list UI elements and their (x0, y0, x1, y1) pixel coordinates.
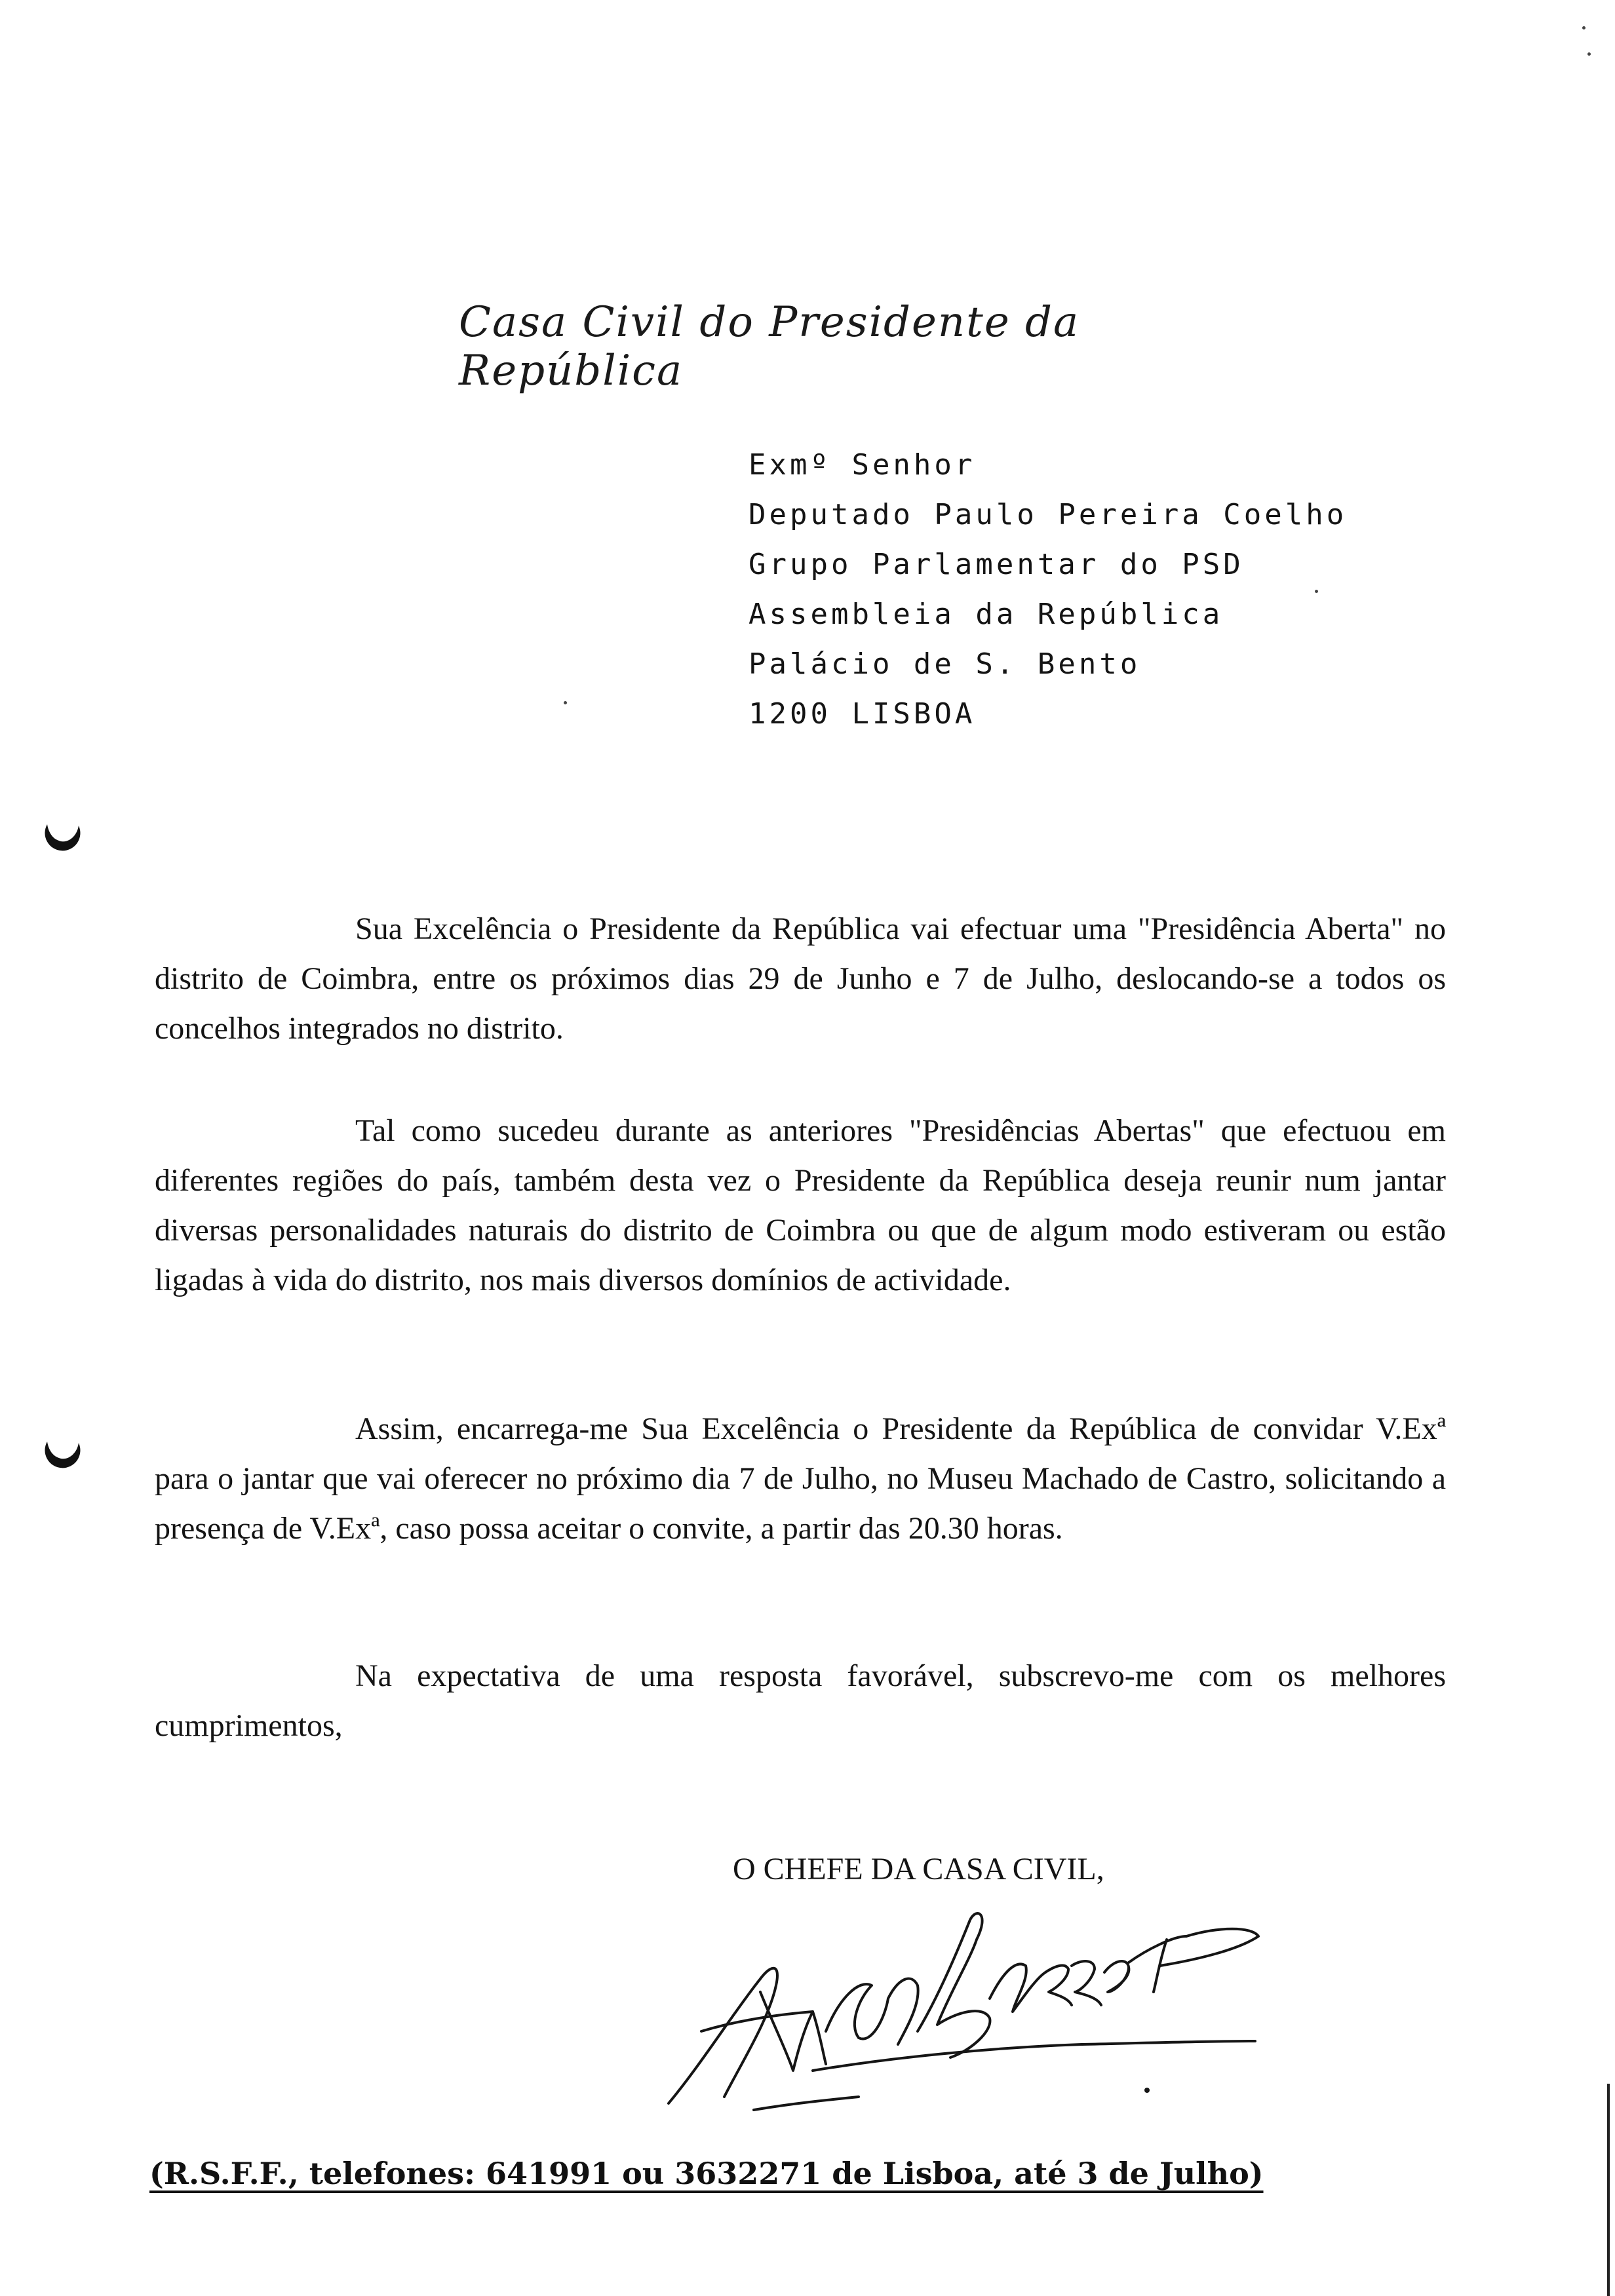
body-paragraph-4: Na expectativa de uma resposta favorável, subscrevo-me com os melhores cumprimentos, (155, 1658, 1446, 1743)
address-line-institution: Assembleia da República (749, 598, 1224, 631)
footer-note: (R.S.F.F., telefones: 641991 ou 3632271 de Lisboa, até 3 de Julho) (149, 2156, 1264, 2191)
address-line-group: Grupo Parlamentar do PSD (749, 548, 1244, 581)
address-line-city: 1200 LISBOA (749, 697, 976, 731)
closing-title: O CHEFE DA CASA CIVIL, (733, 1852, 1104, 1886)
punch-hole-mark (41, 1428, 87, 1474)
punch-hole-mark (41, 811, 87, 857)
address-line-building: Palácio de S. Bento (749, 647, 1141, 681)
recipient-address (749, 440, 1469, 739)
scan-edge-line (1607, 2084, 1610, 2296)
letterhead: Casa Civil do Presidente da República (459, 298, 1080, 395)
body-paragraph-3: Assim, encarrega-me Sua Excelência o Presidente da República de convidar V.Exª para o jantar que vai oferecer no próximo dia 7 de Julho, no Museu Machado de Castro, solicitando a presença de V.Exª, caso possa aceitar o convite, a partir das 20.30 horas. (155, 1411, 1446, 1546)
address-line-name: Deputado Paulo Pereira Coelho (749, 498, 1348, 531)
scan-speck (1587, 52, 1591, 56)
scan-speck (1315, 590, 1318, 593)
body-paragraph-2: Tal como sucedeu durante as anteriores "Presidências Abertas" que efectuou em diferentes regiões do país, também desta vez o Presidente da República deseja reunir num jantar diversas personalidades naturais do distrito de Coimbra ou que de algum modo estiveram ou estão ligadas à vida do distrito, nos mais diversos domínios de actividade. (155, 1113, 1446, 1297)
scan-speck (564, 701, 567, 704)
body-paragraph-1: Sua Excelência o Presidente da República vai efectuar uma "Presidência Aberta" no distrito de Coimbra, entre os próximos dias 29 de Junho e 7 de Julho, deslocando-se a todos os concelhos integrados no distrito. (155, 911, 1446, 1046)
handwritten-signature (662, 1900, 1272, 2116)
scan-speck (1582, 26, 1586, 29)
address-line-salutation: Exmº Senhor (749, 448, 976, 482)
